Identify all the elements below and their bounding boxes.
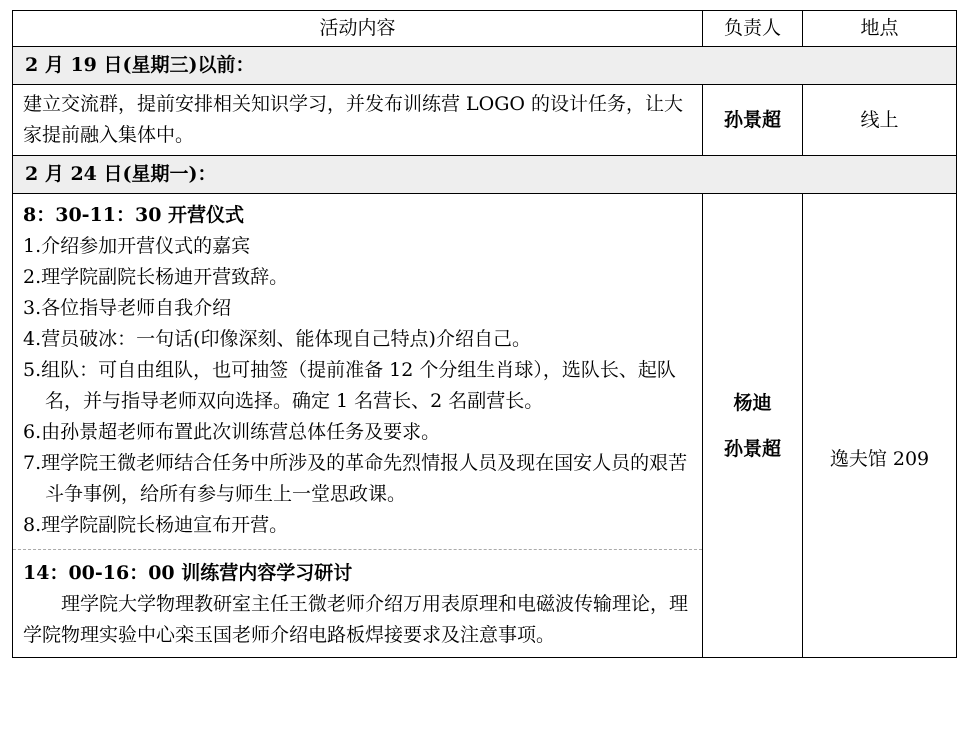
list-item: 7.理学院王微老师结合任务中所涉及的革命先烈情报人员及现在国安人员的艰苦斗争事例，给所有参与师生上一堂思政课。	[23, 452, 688, 505]
table-row	[13, 85, 957, 156]
afternoon-title: 14：00-16：00 训练营内容学习研讨	[23, 562, 353, 584]
list-item: 4.营员破冰：一句话(印像深刻、能体现自己特点)介绍自己。	[23, 328, 531, 350]
section-date-row	[13, 156, 957, 194]
section1-content: 建立交流群，提前安排相关知识学习，并发布训练营 LOGO 的设计任务，让大家提前融入集体中。	[13, 85, 703, 156]
morning-title: 8：30-11：30 开营仪式	[23, 204, 245, 226]
afternoon-block	[13, 549, 702, 651]
header-person: 负责人	[703, 11, 803, 47]
section1-person: 孙景超	[703, 85, 803, 156]
section2-person	[703, 194, 803, 658]
section1-date: 2 月 19 日(星期三)以前：	[13, 47, 957, 85]
afternoon-text: 理学院大学物理教研室主任王微老师介绍万用表原理和电磁波传输理论，理学院物理实验中心栾玉国老师介绍电路板焊接要求及注意事项。	[23, 593, 689, 646]
schedule-table	[12, 10, 957, 658]
section2-place: 逸夫馆 209	[803, 194, 957, 658]
list-item: 5.组队：可自由组队，也可抽签（提前准备 12 个分组生肖球），选队长、起队名，并与指导老师双向选择。确定 1 名营长、2 名副营长。	[23, 359, 676, 412]
table-row	[13, 194, 957, 658]
list-item: 2.理学院副院长杨迪开营致辞。	[23, 266, 289, 288]
list-item: 6.由孙景超老师布置此次训练营总体任务及要求。	[23, 421, 441, 443]
section-date-row	[13, 47, 957, 85]
person-sunjingchao: 孙景超	[723, 437, 781, 460]
header-row	[13, 11, 957, 47]
section2-content	[13, 194, 703, 658]
section2-date: 2 月 24 日(星期一)：	[13, 156, 957, 194]
header-activity: 活动内容	[13, 11, 703, 47]
list-item: 3.各位指导老师自我介绍	[23, 297, 232, 319]
person-yangdi: 杨迪	[733, 391, 772, 414]
header-place: 地点	[803, 11, 957, 47]
list-item: 1.介绍参加开营仪式的嘉宾	[23, 235, 251, 257]
list-item: 8.理学院副院长杨迪宣布开营。	[23, 514, 289, 536]
section1-place: 线上	[803, 85, 957, 156]
